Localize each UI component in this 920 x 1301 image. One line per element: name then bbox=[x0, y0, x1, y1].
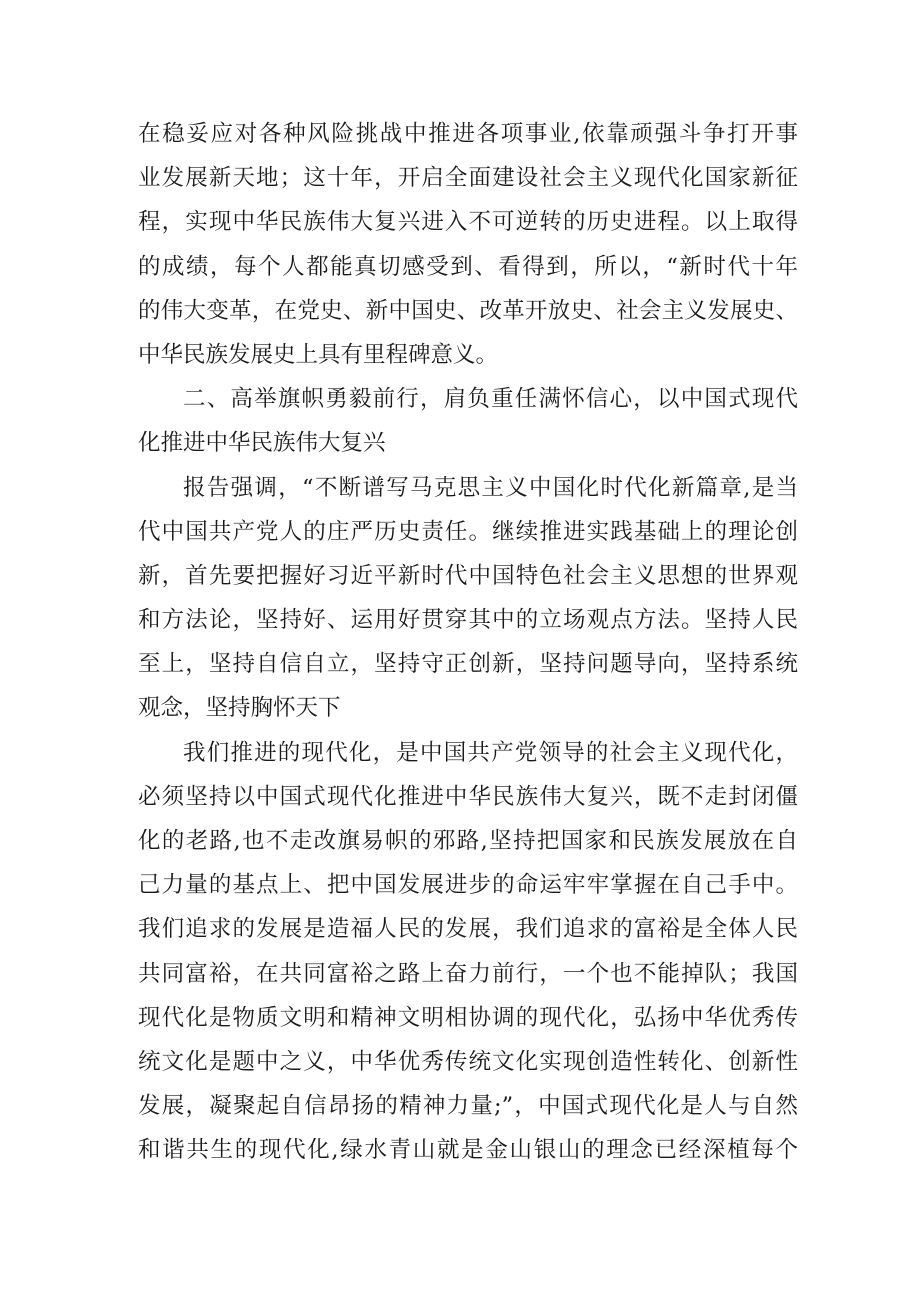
section-heading-line: 二、高举旗帜勇毅前行，肩负重任满怀信心，以中国式现代 bbox=[183, 386, 798, 413]
text-line: 业发展新天地；这十年，开启全面建设社会主义现代化国家新征 bbox=[138, 165, 798, 192]
section-heading-line: 化推进中华民族伟大复兴 bbox=[138, 430, 386, 457]
text-line: 和方法论，坚持好、运用好贯穿其中的立场观点方法。坚持人民 bbox=[138, 607, 798, 634]
text-line: 在稳妥应对各种风险挑战中推进各项事业,依靠顽强斗争打开事 bbox=[138, 121, 798, 147]
text-line: 和谐共生的现代化,绿水青山就是金山银山的理念已经深植每个 bbox=[138, 1137, 798, 1164]
text-line: 新，首先要把握好习近平新时代中国特色社会主义思想的世界观 bbox=[138, 562, 798, 589]
text-line: 至上，坚持自信自立，坚持守正创新，坚持问题导向，坚持系统 bbox=[138, 651, 798, 678]
text-line: 的伟大变革，在党史、新中国史、改革开放史、社会主义发展史、 bbox=[138, 297, 798, 324]
text-line: 报告强调，“不断谱写马克思主义中国化时代化新篇章,是当 bbox=[183, 474, 798, 501]
text-line: 己力量的基点上、把中国发展进步的命运牢牢掌握在自己手中。 bbox=[138, 872, 798, 899]
text-line: 代中国共产党人的庄严历史责任。继续推进实践基础上的理论创 bbox=[138, 518, 798, 545]
text-line: 的成绩，每个人都能真切感受到、看得到，所以，“新时代十年 bbox=[138, 253, 798, 280]
text-line: 我们追求的发展是造福人民的发展，我们追求的富裕是全体人民 bbox=[138, 916, 798, 943]
body-text bbox=[138, 112, 798, 1173]
text-line: 必须坚持以中国式现代化推进中华民族伟大复兴，既不走封闭僵 bbox=[138, 783, 798, 810]
text-line: 现代化是物质文明和精神文明相协调的现代化，弘扬中华优秀传 bbox=[138, 1004, 798, 1031]
text-line: 中华民族发展史上具有里程碑意义。 bbox=[138, 341, 499, 368]
text-line: 发展，凝聚起自信昂扬的精神力量;”，中国式现代化是人与自然 bbox=[138, 1093, 798, 1120]
text-line: 观念，坚持胸怀天下 bbox=[138, 695, 341, 722]
text-line: 统文化是题中之义，中华优秀传统文化实现创造性转化、创新性 bbox=[138, 1048, 798, 1075]
text-line: 化的老路,也不走改旗易帜的邪路,坚持把国家和民族发展放在自 bbox=[138, 828, 798, 854]
text-line: 我们推进的现代化，是中国共产党领导的社会主义现代化， bbox=[183, 739, 798, 766]
text-line: 共同富裕，在共同富裕之路上奋力前行，一个也不能掉队；我国 bbox=[138, 960, 798, 987]
text-line: 程，实现中华民族伟大复兴进入不可逆转的历史进程。以上取得 bbox=[138, 209, 798, 236]
